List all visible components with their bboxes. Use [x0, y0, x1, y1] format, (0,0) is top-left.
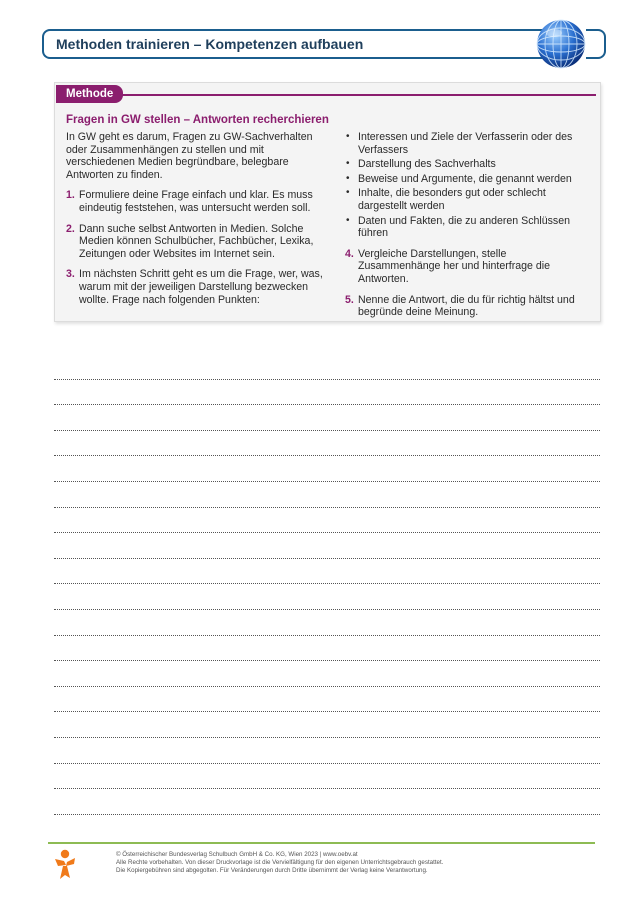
method-rule [56, 94, 596, 96]
writing-line[interactable] [54, 533, 600, 559]
bullet-item [345, 158, 590, 171]
step-4 [345, 248, 590, 286]
bullet-text: Daten und Fakten, die zu anderen Schlüssen führen [358, 214, 571, 240]
writing-line[interactable] [54, 636, 600, 662]
page-title: Methoden trainieren – Kompetenzen aufbauen [56, 36, 364, 52]
writing-line[interactable] [54, 584, 600, 610]
writing-line[interactable] [54, 610, 600, 636]
step-number: 5. [345, 293, 354, 306]
writing-line[interactable] [54, 508, 600, 534]
writing-line[interactable] [54, 354, 600, 380]
bullet-item [345, 215, 590, 240]
writing-line[interactable] [54, 661, 600, 687]
globe-icon [535, 18, 587, 70]
writing-line[interactable] [54, 431, 600, 457]
bullet-icon: • [346, 187, 350, 199]
writing-line[interactable] [54, 405, 600, 431]
footer-copyright [116, 851, 586, 875]
bullet-icon: • [346, 172, 350, 184]
bullet-text: Beweise und Argumente, die genannt werden [358, 172, 572, 185]
bullet-text: Darstellung des Sachverhalts [358, 158, 496, 171]
step-5 [345, 294, 590, 319]
writing-line[interactable] [54, 687, 600, 713]
writing-line[interactable] [54, 789, 600, 815]
step-text: Vergleiche Darstellungen, stelle Zusammenhänge her und hinterfrage die Antworten. [358, 247, 550, 285]
footer-line-3: Die Kopiergebühren sind abgegolten. Für Veränderungen durch Dritte übernimmt der Verlag keine Verantwortung. [116, 867, 428, 874]
footer-line-2: Alle Rechte vorbehalten. Von dieser Druckvorlage ist die Vervielfältigung für den eigenen Unterrichtsgebrauch gestattet. [116, 859, 444, 866]
step-text: Dann suche selbst Antworten in Medien. Solche Medien können Schulbücher, Fachbücher, Lexika, Zeitungen oder Websites im Internet sein. [79, 222, 314, 260]
header-frame-end [586, 29, 606, 59]
bullet-item [345, 173, 590, 186]
footer-line-1: © Österreichischer Bundesverlag Schulbuch GmbH & Co. KG, Wien 2023 | www.oebv.at [116, 851, 358, 858]
bullet-item [345, 187, 590, 212]
bullet-text: Interessen und Ziele der Verfasserin oder des Verfassers [358, 131, 573, 156]
method-heading: Fragen in GW stellen – Antworten recherchieren [66, 114, 329, 126]
writing-line[interactable] [54, 482, 600, 508]
bullet-icon: • [346, 131, 350, 142]
writing-line[interactable] [54, 380, 600, 406]
step-number: 3. [66, 268, 75, 281]
writing-line[interactable] [54, 559, 600, 585]
method-right-column [345, 131, 590, 319]
bullet-icon: • [346, 158, 350, 170]
step-number: 1. [66, 189, 75, 202]
step-number: 2. [66, 222, 75, 235]
method-intro: In GW geht es darum, Fragen zu GW-Sachverhalten oder Zusammenhängen zu stellen und mit verschiedenen Medien begründbare, belegbare Antworten zu finden. [66, 131, 313, 181]
step-text: Nenne die Antwort, die du für richtig hältst und begründe deine Meinung. [358, 293, 575, 319]
bullet-icon: • [346, 214, 350, 226]
step-3 [66, 268, 328, 306]
method-left-column [66, 131, 328, 306]
writing-line[interactable] [54, 712, 600, 738]
step-number: 4. [345, 247, 354, 260]
writing-line[interactable] [54, 456, 600, 482]
footer-rule [48, 842, 595, 844]
oebv-logo-icon [52, 848, 78, 880]
writing-lines[interactable] [54, 354, 600, 815]
step-text: Formuliere deine Frage einfach und klar. Es muss eindeutig feststehen, was untersucht werden soll. [79, 189, 313, 214]
step-1 [66, 189, 328, 214]
step-text: Im nächsten Schritt geht es um die Frage, wer, was, warum mit der jeweiligen Darstellung bezwecken wollte. Frage nach folgenden Punkten: [79, 268, 323, 306]
bullet-item [345, 131, 590, 156]
step-2 [66, 223, 328, 261]
writing-line[interactable] [54, 738, 600, 764]
bullet-text: Inhalte, die besonders gut oder schlecht dargestellt werden [358, 187, 546, 212]
method-badge: Methode [56, 85, 123, 103]
writing-line[interactable] [54, 764, 600, 790]
